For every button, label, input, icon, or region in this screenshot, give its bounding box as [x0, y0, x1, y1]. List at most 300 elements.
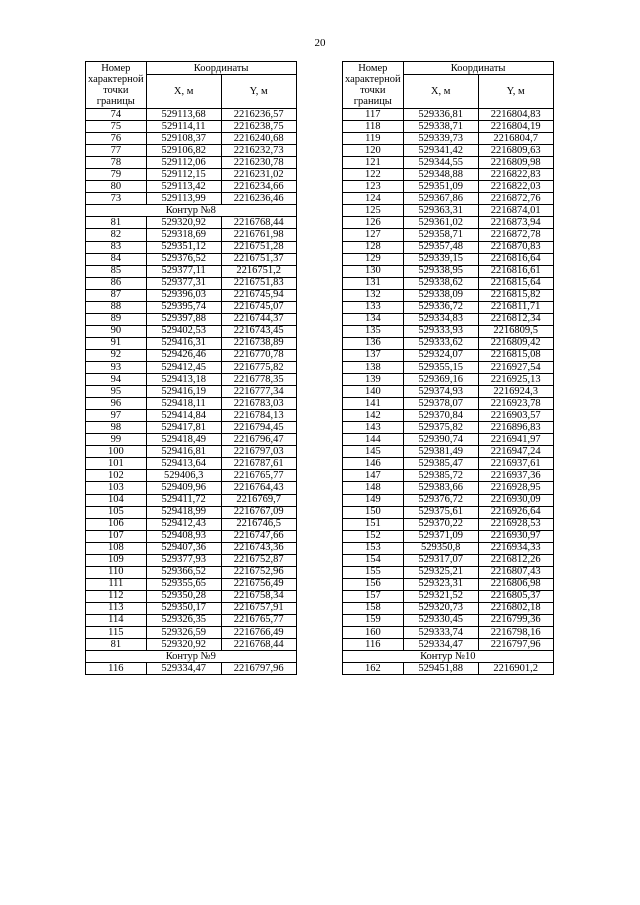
- x-coordinate-cell: 529383,66: [403, 482, 478, 494]
- x-coordinate-cell: 529418,99: [146, 506, 221, 518]
- point-number-cell: 149: [343, 494, 404, 506]
- contour-row: [86, 205, 297, 217]
- y-coordinate-cell: 2216927,54: [478, 361, 553, 373]
- table-row: [86, 446, 297, 458]
- table-row: [86, 530, 297, 542]
- y-coordinate-cell: 2216757,91: [221, 602, 296, 614]
- table-row: [86, 410, 297, 422]
- point-number-cell: 76: [86, 133, 147, 145]
- y-coordinate-cell: 2216815,82: [478, 289, 553, 301]
- x-coordinate-cell: 529377,31: [146, 277, 221, 289]
- point-number-cell: 104: [86, 494, 147, 506]
- x-coordinate-cell: 529355,65: [146, 578, 221, 590]
- x-coordinate-cell: 529390,74: [403, 434, 478, 446]
- table-row: [343, 578, 554, 590]
- point-number-cell: 73: [86, 193, 147, 205]
- header-x: X, м: [146, 75, 221, 109]
- x-coordinate-cell: 529351,09: [403, 181, 478, 193]
- x-coordinate-cell: 529377,11: [146, 265, 221, 277]
- x-coordinate-cell: 529334,47: [403, 639, 478, 651]
- point-number-cell: 100: [86, 446, 147, 458]
- y-coordinate-cell: 2216903,57: [478, 410, 553, 422]
- table-row: [86, 109, 297, 121]
- point-number-cell: 124: [343, 193, 404, 205]
- point-number-cell: 80: [86, 181, 147, 193]
- table-row: [86, 265, 297, 277]
- table-row: [86, 542, 297, 554]
- table-row: [343, 566, 554, 578]
- x-coordinate-cell: 529339,73: [403, 133, 478, 145]
- point-number-cell: 102: [86, 470, 147, 482]
- x-coordinate-cell: 529413,64: [146, 458, 221, 470]
- x-coordinate-cell: 529374,93: [403, 386, 478, 398]
- table-row: [343, 506, 554, 518]
- point-number-cell: 130: [343, 265, 404, 277]
- x-coordinate-cell: 529113,42: [146, 181, 221, 193]
- point-number-cell: 95: [86, 386, 147, 398]
- table-row: [343, 265, 554, 277]
- y-coordinate-cell: 2216873,94: [478, 217, 553, 229]
- table-row: [86, 627, 297, 639]
- y-coordinate-cell: 2216751,28: [221, 241, 296, 253]
- table-body-right: [343, 109, 554, 675]
- y-coordinate-cell: 2216807,43: [478, 566, 553, 578]
- table-row: [343, 482, 554, 494]
- x-coordinate-cell: 529377,93: [146, 554, 221, 566]
- table-row: [86, 663, 297, 675]
- x-coordinate-cell: 529378,07: [403, 398, 478, 410]
- x-coordinate-cell: 529106,82: [146, 145, 221, 157]
- x-coordinate-cell: 529381,49: [403, 446, 478, 458]
- table-row: [86, 518, 297, 530]
- y-coordinate-cell: 2216822,83: [478, 169, 553, 181]
- table-row: [86, 241, 297, 253]
- x-coordinate-cell: 529402,53: [146, 325, 221, 337]
- point-number-cell: 143: [343, 422, 404, 434]
- contour-label: Контур №10: [343, 651, 554, 663]
- point-number-cell: 82: [86, 229, 147, 241]
- point-number-cell: 103: [86, 482, 147, 494]
- table-row: [86, 361, 297, 373]
- table-row: [343, 229, 554, 241]
- y-coordinate-cell: 2216937,36: [478, 470, 553, 482]
- y-coordinate-cell: 2216743,45: [221, 325, 296, 337]
- y-coordinate-cell: 2216797,96: [221, 663, 296, 675]
- point-number-cell: 145: [343, 446, 404, 458]
- x-coordinate-cell: 529341,42: [403, 145, 478, 157]
- y-coordinate-cell: 2216761,98: [221, 229, 296, 241]
- y-coordinate-cell: 2216928,53: [478, 518, 553, 530]
- x-coordinate-cell: 529376,52: [146, 253, 221, 265]
- table-row: [86, 325, 297, 337]
- point-number-cell: 118: [343, 121, 404, 133]
- point-number-cell: 74: [86, 109, 147, 121]
- x-coordinate-cell: 529333,62: [403, 337, 478, 349]
- y-coordinate-cell: 2216812,26: [478, 554, 553, 566]
- table-row: [86, 301, 297, 313]
- x-coordinate-cell: 529363,31: [403, 205, 478, 217]
- y-coordinate-cell: 2216797,03: [221, 446, 296, 458]
- y-coordinate-cell: 2216925,13: [478, 374, 553, 386]
- table-row: [343, 494, 554, 506]
- y-coordinate-cell: 2216767,09: [221, 506, 296, 518]
- point-number-cell: 144: [343, 434, 404, 446]
- y-coordinate-cell: 2216783,03: [221, 398, 296, 410]
- x-coordinate-cell: 529326,35: [146, 614, 221, 626]
- x-coordinate-cell: 529321,52: [403, 590, 478, 602]
- table-row: [86, 458, 297, 470]
- y-coordinate-cell: 2216240,68: [221, 133, 296, 145]
- table-row: [86, 253, 297, 265]
- y-coordinate-cell: 2216797,96: [478, 639, 553, 651]
- y-coordinate-cell: 2216231,02: [221, 169, 296, 181]
- point-number-cell: 85: [86, 265, 147, 277]
- table-row: [86, 434, 297, 446]
- y-coordinate-cell: 2216764,43: [221, 482, 296, 494]
- table-row: [343, 602, 554, 614]
- x-coordinate-cell: 529320,73: [403, 602, 478, 614]
- x-coordinate-cell: 529411,72: [146, 494, 221, 506]
- point-number-cell: 150: [343, 506, 404, 518]
- table-row: [343, 289, 554, 301]
- y-coordinate-cell: 2216923,78: [478, 398, 553, 410]
- point-number-cell: 153: [343, 542, 404, 554]
- x-coordinate-cell: 529357,48: [403, 241, 478, 253]
- x-coordinate-cell: 529338,71: [403, 121, 478, 133]
- y-coordinate-cell: 2216816,64: [478, 253, 553, 265]
- y-coordinate-cell: 2216924,3: [478, 386, 553, 398]
- table-row: [343, 458, 554, 470]
- x-coordinate-cell: 529416,19: [146, 386, 221, 398]
- table-row: [86, 229, 297, 241]
- point-number-cell: 112: [86, 590, 147, 602]
- table-row: [343, 434, 554, 446]
- point-number-cell: 135: [343, 325, 404, 337]
- x-coordinate-cell: 529350,17: [146, 602, 221, 614]
- y-coordinate-cell: 2216799,36: [478, 614, 553, 626]
- table-row: [343, 325, 554, 337]
- x-coordinate-cell: 529367,86: [403, 193, 478, 205]
- table-row: [86, 386, 297, 398]
- point-number-cell: 126: [343, 217, 404, 229]
- table-row: [343, 205, 554, 217]
- point-number-cell: 101: [86, 458, 147, 470]
- point-number-cell: 81: [86, 639, 147, 651]
- table-row: [86, 157, 297, 169]
- y-coordinate-cell: 2216930,97: [478, 530, 553, 542]
- point-number-cell: 117: [343, 109, 404, 121]
- header-point-number: Номер характерной точки границы: [86, 62, 147, 109]
- point-number-cell: 142: [343, 410, 404, 422]
- table-row: [343, 422, 554, 434]
- x-coordinate-cell: 529418,11: [146, 398, 221, 410]
- x-coordinate-cell: 529396,03: [146, 289, 221, 301]
- y-coordinate-cell: 2216805,37: [478, 590, 553, 602]
- y-coordinate-cell: 2216901,2: [478, 663, 553, 675]
- x-coordinate-cell: 529325,21: [403, 566, 478, 578]
- point-number-cell: 138: [343, 361, 404, 373]
- table-row: [343, 542, 554, 554]
- table-row: [343, 614, 554, 626]
- point-number-cell: 147: [343, 470, 404, 482]
- table-row: [86, 169, 297, 181]
- y-coordinate-cell: 2216778,35: [221, 374, 296, 386]
- header-coordinates: Координаты: [146, 62, 296, 75]
- y-coordinate-cell: 2216872,78: [478, 229, 553, 241]
- table-row: [343, 554, 554, 566]
- point-number-cell: 99: [86, 434, 147, 446]
- point-number-cell: 139: [343, 374, 404, 386]
- y-coordinate-cell: 2216796,47: [221, 434, 296, 446]
- table-row: [343, 518, 554, 530]
- point-number-cell: 116: [86, 663, 147, 675]
- x-coordinate-cell: 529114,11: [146, 121, 221, 133]
- table-row: [343, 145, 554, 157]
- point-number-cell: 122: [343, 169, 404, 181]
- y-coordinate-cell: 2216809,98: [478, 157, 553, 169]
- point-number-cell: 134: [343, 313, 404, 325]
- y-coordinate-cell: 2216811,71: [478, 301, 553, 313]
- y-coordinate-cell: 2216768,44: [221, 217, 296, 229]
- point-number-cell: 158: [343, 602, 404, 614]
- table-row: [86, 614, 297, 626]
- point-number-cell: 128: [343, 241, 404, 253]
- table-row: [86, 590, 297, 602]
- x-coordinate-cell: 529375,61: [403, 506, 478, 518]
- point-number-cell: 79: [86, 169, 147, 181]
- y-coordinate-cell: 2216930,09: [478, 494, 553, 506]
- point-number-cell: 90: [86, 325, 147, 337]
- x-coordinate-cell: 529317,07: [403, 554, 478, 566]
- y-coordinate-cell: 2216822,03: [478, 181, 553, 193]
- point-number-cell: 105: [86, 506, 147, 518]
- point-number-cell: 114: [86, 614, 147, 626]
- point-number-cell: 115: [86, 627, 147, 639]
- y-coordinate-cell: 2216236,46: [221, 193, 296, 205]
- x-coordinate-cell: 529366,52: [146, 566, 221, 578]
- x-coordinate-cell: 529355,15: [403, 361, 478, 373]
- table-row: [343, 181, 554, 193]
- table-row: [86, 145, 297, 157]
- point-number-cell: 92: [86, 349, 147, 361]
- x-coordinate-cell: 529375,82: [403, 422, 478, 434]
- point-number-cell: 120: [343, 145, 404, 157]
- x-coordinate-cell: 529336,81: [403, 109, 478, 121]
- y-coordinate-cell: 2216870,83: [478, 241, 553, 253]
- point-number-cell: 111: [86, 578, 147, 590]
- y-coordinate-cell: 2216756,49: [221, 578, 296, 590]
- table-row: [86, 398, 297, 410]
- y-coordinate-cell: 2216926,64: [478, 506, 553, 518]
- table-row: [343, 374, 554, 386]
- y-coordinate-cell: 2216766,49: [221, 627, 296, 639]
- table-body-left: [86, 109, 297, 675]
- y-coordinate-cell: 2216809,63: [478, 145, 553, 157]
- x-coordinate-cell: 529326,59: [146, 627, 221, 639]
- x-coordinate-cell: 529323,31: [403, 578, 478, 590]
- x-coordinate-cell: 529370,22: [403, 518, 478, 530]
- y-coordinate-cell: 2216798,16: [478, 627, 553, 639]
- y-coordinate-cell: 2216816,61: [478, 265, 553, 277]
- x-coordinate-cell: 529418,49: [146, 434, 221, 446]
- table-row: [343, 361, 554, 373]
- x-coordinate-cell: 529338,62: [403, 277, 478, 289]
- point-number-cell: 110: [86, 566, 147, 578]
- x-coordinate-cell: 529113,99: [146, 193, 221, 205]
- point-number-cell: 93: [86, 361, 147, 373]
- table-row: [86, 554, 297, 566]
- x-coordinate-cell: 529397,88: [146, 313, 221, 325]
- point-number-cell: 121: [343, 157, 404, 169]
- x-coordinate-cell: 529451,88: [403, 663, 478, 675]
- point-number-cell: 162: [343, 663, 404, 675]
- x-coordinate-cell: 529338,09: [403, 289, 478, 301]
- header-coordinates: Координаты: [403, 62, 553, 75]
- table-row: [86, 494, 297, 506]
- table-row: [343, 277, 554, 289]
- y-coordinate-cell: 2216777,34: [221, 386, 296, 398]
- point-number-cell: 125: [343, 205, 404, 217]
- y-coordinate-cell: 2216815,64: [478, 277, 553, 289]
- x-coordinate-cell: 529385,72: [403, 470, 478, 482]
- x-coordinate-cell: 529113,68: [146, 109, 221, 121]
- table-row: [343, 398, 554, 410]
- x-coordinate-cell: 529112,15: [146, 169, 221, 181]
- table-row: [343, 313, 554, 325]
- y-coordinate-cell: 2216746,5: [221, 518, 296, 530]
- x-coordinate-cell: 529370,84: [403, 410, 478, 422]
- table-row: [343, 410, 554, 422]
- point-number-cell: 81: [86, 217, 147, 229]
- point-number-cell: 160: [343, 627, 404, 639]
- y-coordinate-cell: 2216784,13: [221, 410, 296, 422]
- point-number-cell: 109: [86, 554, 147, 566]
- table-row: [343, 301, 554, 313]
- point-number-cell: 78: [86, 157, 147, 169]
- page-number: 20: [314, 37, 326, 49]
- contour-row: [86, 651, 297, 663]
- table-row: [343, 639, 554, 651]
- coordinates-table-right: [342, 61, 554, 675]
- point-number-cell: 77: [86, 145, 147, 157]
- x-coordinate-cell: 529409,96: [146, 482, 221, 494]
- point-number-cell: 83: [86, 241, 147, 253]
- point-number-cell: 96: [86, 398, 147, 410]
- x-coordinate-cell: 529334,83: [403, 313, 478, 325]
- table-row: [86, 374, 297, 386]
- table-row: [86, 133, 297, 145]
- point-number-cell: 151: [343, 518, 404, 530]
- y-coordinate-cell: 2216747,66: [221, 530, 296, 542]
- point-number-cell: 159: [343, 614, 404, 626]
- contour-label: Контур №9: [86, 651, 297, 663]
- point-number-cell: 97: [86, 410, 147, 422]
- table-row: [343, 337, 554, 349]
- table-row: [86, 470, 297, 482]
- x-coordinate-cell: 529318,69: [146, 229, 221, 241]
- x-coordinate-cell: 529406,3: [146, 470, 221, 482]
- point-number-cell: 98: [86, 422, 147, 434]
- y-coordinate-cell: 2216804,7: [478, 133, 553, 145]
- y-coordinate-cell: 2216815,08: [478, 349, 553, 361]
- y-coordinate-cell: 2216744,37: [221, 313, 296, 325]
- point-number-cell: 155: [343, 566, 404, 578]
- table-row: [86, 181, 297, 193]
- y-coordinate-cell: 2216804,19: [478, 121, 553, 133]
- x-coordinate-cell: 529339,15: [403, 253, 478, 265]
- x-coordinate-cell: 529330,45: [403, 614, 478, 626]
- y-coordinate-cell: 2216758,34: [221, 590, 296, 602]
- table-row: [86, 578, 297, 590]
- point-number-cell: 136: [343, 337, 404, 349]
- y-coordinate-cell: 2216794,45: [221, 422, 296, 434]
- coordinates-table-left: [85, 61, 297, 675]
- x-coordinate-cell: 529385,47: [403, 458, 478, 470]
- y-coordinate-cell: 2216768,44: [221, 639, 296, 651]
- table-row: [86, 602, 297, 614]
- y-coordinate-cell: 2216765,77: [221, 470, 296, 482]
- table-row: [86, 566, 297, 578]
- y-coordinate-cell: 2216896,83: [478, 422, 553, 434]
- y-coordinate-cell: 2216770,78: [221, 349, 296, 361]
- point-number-cell: 131: [343, 277, 404, 289]
- table-row: [86, 422, 297, 434]
- point-number-cell: 140: [343, 386, 404, 398]
- table-row: [86, 337, 297, 349]
- x-coordinate-cell: 529413,18: [146, 374, 221, 386]
- y-coordinate-cell: 2216743,36: [221, 542, 296, 554]
- x-coordinate-cell: 529333,93: [403, 325, 478, 337]
- x-coordinate-cell: 529324,07: [403, 349, 478, 361]
- x-coordinate-cell: 529333,74: [403, 627, 478, 639]
- y-coordinate-cell: 2216775,82: [221, 361, 296, 373]
- x-coordinate-cell: 529350,8: [403, 542, 478, 554]
- y-coordinate-cell: 2216787,61: [221, 458, 296, 470]
- table-row: [343, 386, 554, 398]
- table-row: [86, 349, 297, 361]
- x-coordinate-cell: 529426,46: [146, 349, 221, 361]
- header-point-number: Номер характерной точки границы: [343, 62, 404, 109]
- table-row: [343, 217, 554, 229]
- y-coordinate-cell: 2216230,78: [221, 157, 296, 169]
- point-number-cell: 89: [86, 313, 147, 325]
- point-number-cell: 154: [343, 554, 404, 566]
- y-coordinate-cell: 2216238,75: [221, 121, 296, 133]
- y-coordinate-cell: 2216752,87: [221, 554, 296, 566]
- table-row: [343, 663, 554, 675]
- x-coordinate-cell: 529369,16: [403, 374, 478, 386]
- x-coordinate-cell: 529344,55: [403, 157, 478, 169]
- point-number-cell: 157: [343, 590, 404, 602]
- x-coordinate-cell: 529416,31: [146, 337, 221, 349]
- header-y: Y, м: [478, 75, 553, 109]
- y-coordinate-cell: 2216937,61: [478, 458, 553, 470]
- point-number-cell: 86: [86, 277, 147, 289]
- x-coordinate-cell: 529371,09: [403, 530, 478, 542]
- y-coordinate-cell: 2216812,34: [478, 313, 553, 325]
- table-row: [343, 241, 554, 253]
- table-row: [343, 530, 554, 542]
- table-row: [86, 639, 297, 651]
- point-number-cell: 91: [86, 337, 147, 349]
- table-row: [343, 193, 554, 205]
- point-number-cell: 123: [343, 181, 404, 193]
- point-number-cell: 156: [343, 578, 404, 590]
- point-number-cell: 94: [86, 374, 147, 386]
- point-number-cell: 116: [343, 639, 404, 651]
- y-coordinate-cell: 2216745,94: [221, 289, 296, 301]
- point-number-cell: 132: [343, 289, 404, 301]
